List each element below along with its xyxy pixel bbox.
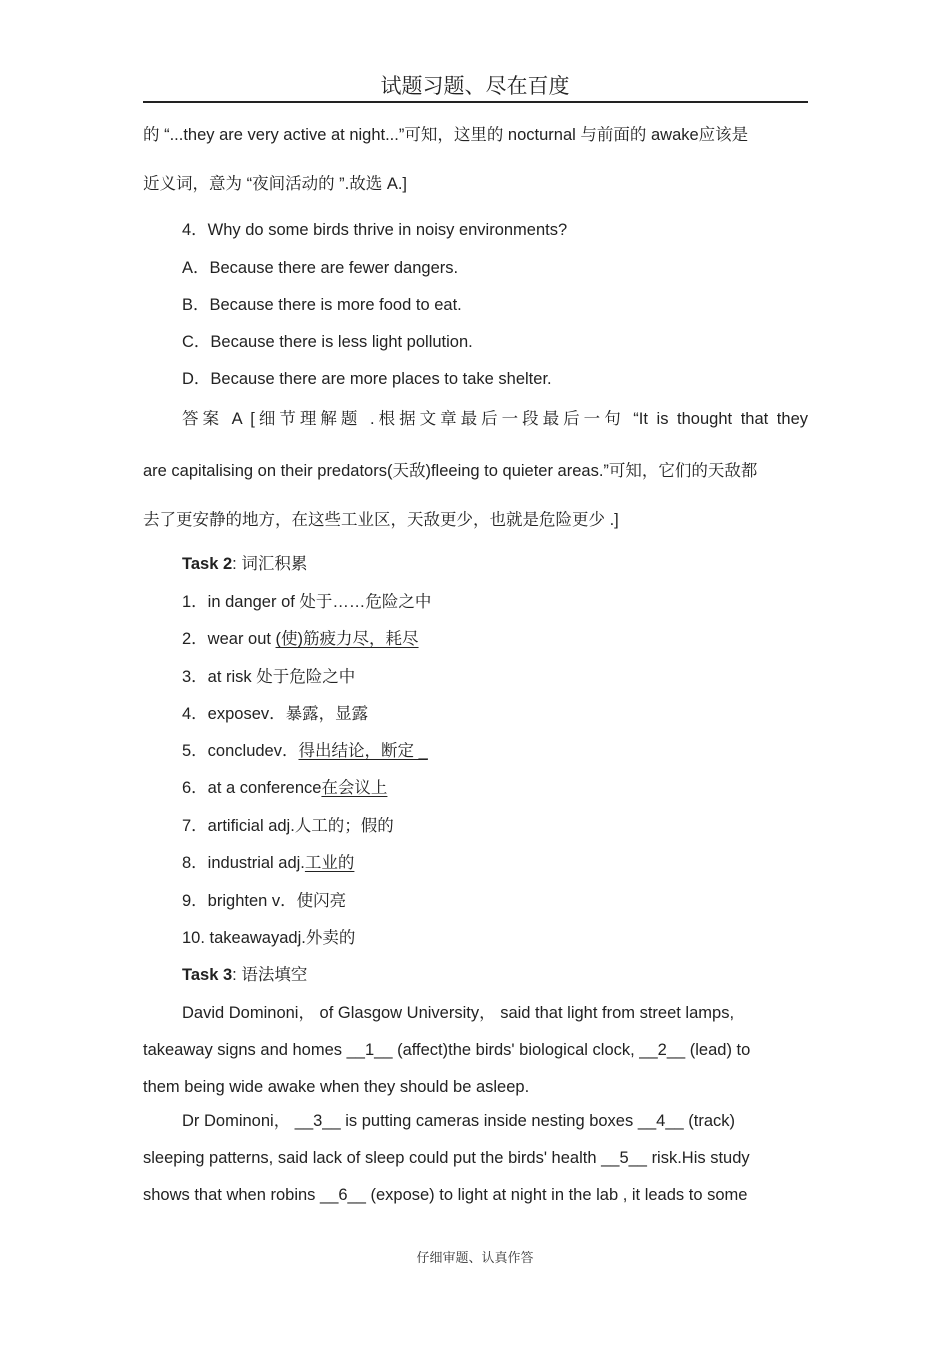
question-4-answer-line-3: 去了更安静的地方，在这些工业区，天敌更少，也就是危险更少 .] xyxy=(143,511,619,529)
page-header-title: 试题习题、尽在百度 xyxy=(380,74,570,98)
question-4-answer-line-1: 答案 A [细节理解题 .根据文章最后一段最后一句 “It is thought that they xyxy=(182,410,808,428)
vocab-term: 1．in danger of xyxy=(182,593,300,611)
explanation-line-1: 的 “...they are very active at night...”可知，这里的 nocturnal 与前面的 awake应该是 xyxy=(143,126,749,144)
cloze-line-2: takeaway signs and homes __1__ (affect)the birds' biological clock, __2__ (lead) to xyxy=(143,1041,751,1059)
question-4-stem: 4．Why do some birds thrive in noisy environments? xyxy=(182,221,568,239)
vocab-item xyxy=(182,890,346,912)
header-divider xyxy=(143,101,808,103)
question-4-option-b: B．Because there is more food to eat. xyxy=(182,296,462,314)
vocab-term: 4．exposev． xyxy=(182,705,286,723)
vocab-meaning: 暴露，显露 xyxy=(285,705,369,723)
task-3-title: : 语法填空 xyxy=(232,966,308,984)
cloze-line-4: Dr Dominoni， __3__ is putting cameras inside nesting boxes __4__ (track) xyxy=(182,1112,736,1130)
vocab-term: 9．brighten v． xyxy=(182,892,297,910)
question-4-option-c: C．Because there is less light pollution. xyxy=(182,333,473,351)
vocab-item xyxy=(182,815,394,837)
vocab-item xyxy=(182,740,428,762)
vocab-meaning: (使)筋疲力尽，耗尽 xyxy=(275,630,419,648)
vocab-meaning: 得出结论，断定 _ xyxy=(298,742,428,760)
vocab-meaning: 处于危险之中 xyxy=(256,668,356,686)
vocab-term: 2．wear out xyxy=(182,630,276,648)
question-4-option-d: D．Because there are more places to take shelter. xyxy=(182,370,552,388)
explanation-line-2: 近义词，意为 “夜间活动的 ”.故选 A.] xyxy=(143,175,407,193)
vocab-meaning: 在会议上 xyxy=(321,779,388,797)
vocab-meaning: 人工的；假的 xyxy=(294,817,394,835)
vocab-item xyxy=(182,666,355,688)
vocab-term: 5．concludev． xyxy=(182,742,299,760)
page-footer: 仔细审题、认真作答 xyxy=(416,1250,534,1265)
vocab-meaning: 使闪亮 xyxy=(296,892,347,910)
vocab-term: 7．artificial adj. xyxy=(182,817,295,835)
vocab-item xyxy=(182,591,431,613)
vocab-term: 6．at a conference xyxy=(182,779,322,797)
vocab-item xyxy=(182,777,387,799)
task-2-title: : 词汇积累 xyxy=(232,555,308,573)
cloze-line-3: them being wide awake when they should be asleep. xyxy=(143,1078,530,1096)
vocab-meaning: 外卖的 xyxy=(305,929,356,947)
vocab-item xyxy=(182,852,354,874)
vocab-term: 3．at risk xyxy=(182,668,257,686)
vocab-item xyxy=(182,628,419,650)
task-3-label: Task 3 xyxy=(182,966,233,984)
vocab-term: 10. takeawayadj. xyxy=(182,929,306,947)
question-4-option-a: A．Because there are fewer dangers. xyxy=(182,259,459,277)
vocab-term: 8．industrial adj. xyxy=(182,854,305,872)
vocab-meaning: 处于……危险之中 xyxy=(299,593,432,611)
question-4-answer-line-2: are capitalising on their predators(天敌)fleeing to quieter areas.”可知，它们的天敌都 xyxy=(143,462,758,480)
vocab-item xyxy=(182,703,368,725)
task-2-label: Task 2 xyxy=(182,555,233,573)
task-3-heading xyxy=(182,964,307,986)
cloze-line-1: David Dominoni， of Glasgow University， said that light from street lamps, xyxy=(182,1004,735,1022)
vocab-meaning: 工业的 xyxy=(304,854,355,872)
vocab-item xyxy=(182,927,355,949)
cloze-line-6: shows that when robins __6__ (expose) to light at night in the lab , it leads to some xyxy=(143,1186,748,1204)
cloze-line-5: sleeping patterns, said lack of sleep could put the birds' health __5__ risk.His study xyxy=(143,1149,750,1167)
task-2-heading xyxy=(182,553,307,575)
